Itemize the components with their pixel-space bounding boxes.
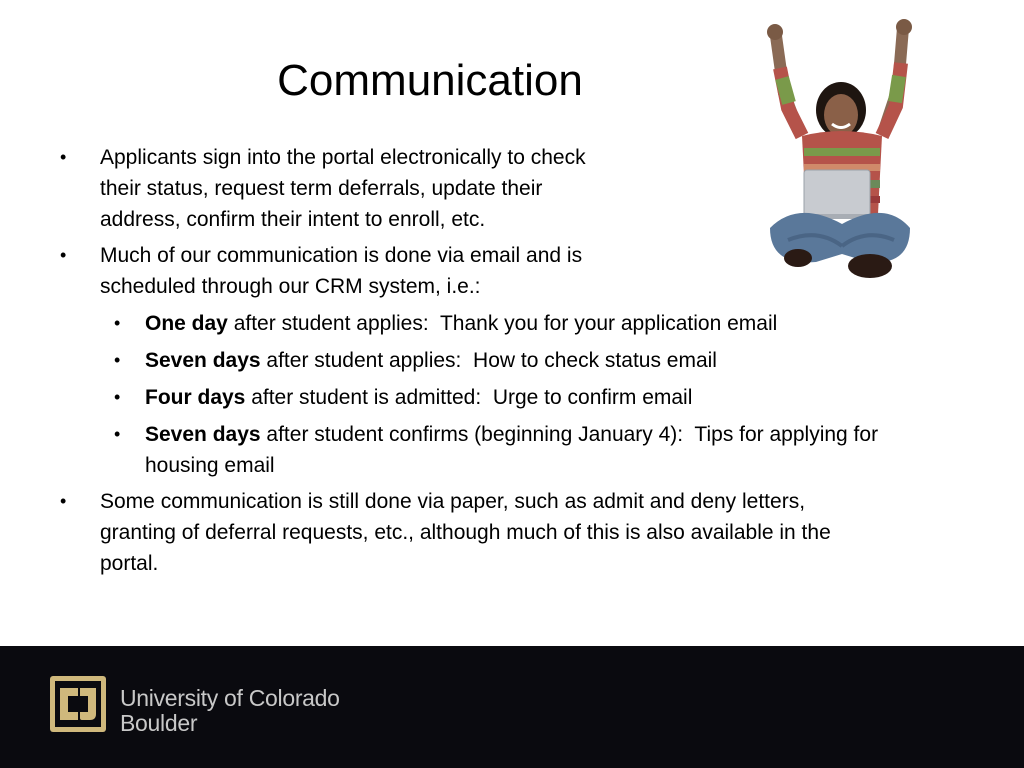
sub-bullet-item — [114, 308, 778, 339]
sub-bullet-text: after student confirms (beginning January 4): Tips for applying for — [260, 423, 879, 446]
bullet-item — [60, 486, 831, 579]
bullet-dot: • — [60, 491, 67, 511]
sub-bullet-bold: Seven days — [145, 423, 261, 446]
bullet-dot: • — [60, 245, 67, 265]
bullet-line: granting of deferral requests, etc., although much of this is also available in the — [100, 521, 831, 544]
sub-bullet-text: after student is admitted: Urge to confirm email — [245, 386, 693, 409]
sub-bullet-bold: Seven days — [145, 349, 261, 372]
bullet-dot: • — [114, 387, 121, 407]
bullet-item — [60, 240, 583, 302]
university-line2: Boulder — [120, 710, 198, 736]
bullet-dot: • — [114, 424, 121, 444]
sub-bullet-line2: housing email — [145, 454, 275, 477]
bullet-line: Some communication is still done via paper, such as admit and deny letters, — [100, 490, 806, 513]
bullet-line: scheduled through our CRM system, i.e.: — [100, 275, 481, 298]
university-line1: University of Colorado — [120, 685, 340, 711]
bullet-line: portal. — [100, 552, 159, 575]
bullet-line: Much of our communication is done via email and is — [100, 244, 583, 267]
bullet-dot: • — [114, 350, 121, 370]
sub-bullet-item — [114, 419, 879, 481]
bullet-line: Applicants sign into the portal electronically to check — [100, 146, 586, 169]
university-name — [120, 686, 340, 736]
sub-bullet-bold: Four days — [145, 386, 246, 409]
student-photo — [758, 18, 924, 308]
bullet-dot: • — [114, 313, 121, 333]
sub-bullet-item — [114, 345, 717, 376]
sub-bullet-text: after student applies: How to check status email — [260, 349, 717, 372]
bullet-line: address, confirm their intent to enroll, etc. — [100, 208, 486, 231]
bullet-line: their status, request term deferrals, update their — [100, 177, 543, 200]
bullet-dot: • — [60, 147, 67, 167]
sub-bullet-text: after student applies: Thank you for your application email — [227, 312, 778, 335]
sub-bullet-bold: One day — [145, 312, 228, 335]
sub-bullet-item — [114, 382, 693, 413]
bullet-item — [60, 142, 586, 235]
slide-title: Communication — [277, 56, 583, 105]
cu-logo-icon — [48, 674, 108, 734]
